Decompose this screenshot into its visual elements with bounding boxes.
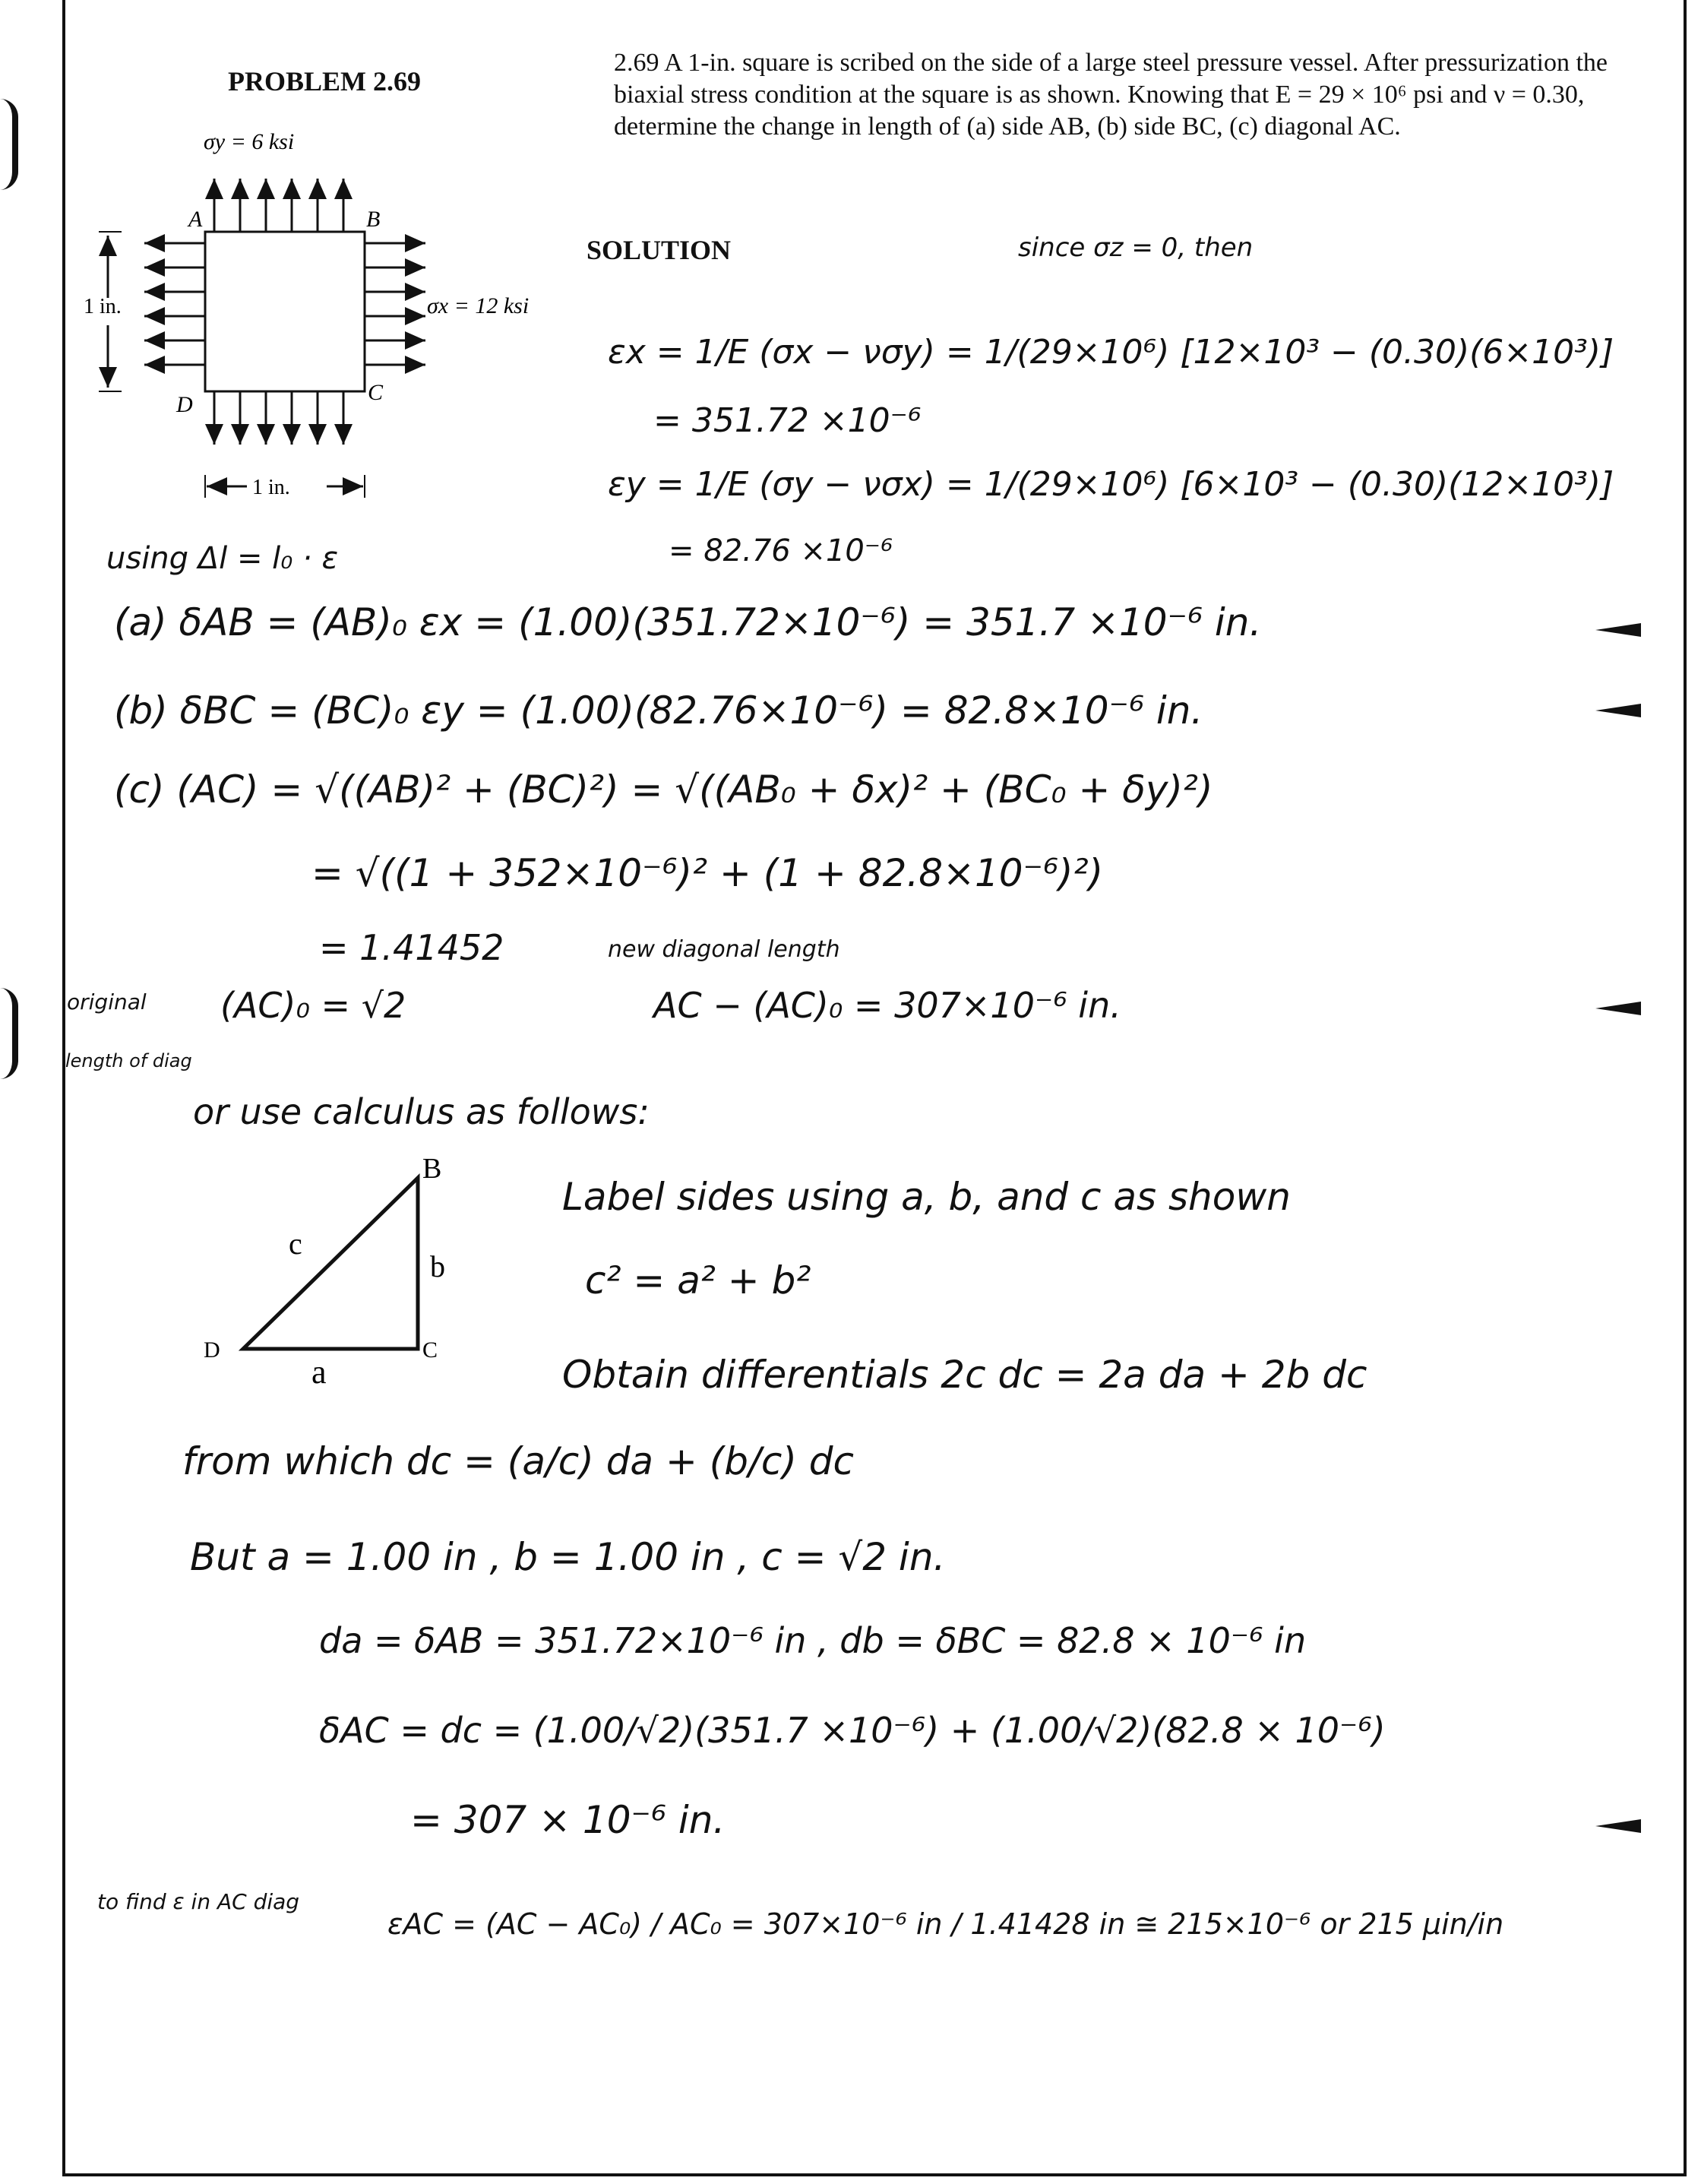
part-a-line: (a) δAB = (AB)₀ εx = (1.00)(351.72×10⁻⁶) = 351.7 ×10⁻⁶ in. [114, 600, 1262, 644]
problem-statement: 2.69 A 1-in. square is scribed on the side of a large steel pressure vessel. After pressurization the biaxial stress condition at the square is as shown. Knowing that E = 29 × 10⁶ psi and ν = 0.30, determine the change in length of (a) side AB, (b) side BC, (c) diagonal AC. [614, 49, 1608, 141]
strain-y-equation: εy = 1/E (σy − νσx) = 1/(29×10⁶) [6×10³ − (0.30)(12×10³)] [608, 465, 1614, 504]
values-line: But a = 1.00 in , b = 1.00 in , c = √2 in. [190, 1535, 946, 1579]
from-which-line: from which dc = (a/c) da + (b/c) dc [182, 1439, 854, 1483]
strain-x-result: = 351.72 ×10⁻⁶ [653, 401, 922, 440]
bottom-length-label: 1 in. [252, 476, 290, 499]
sigma-x-label: σx = 12 ksi [427, 293, 530, 318]
calculus-intro: or use calculus as follows: [193, 1091, 650, 1132]
part-b-line: (b) δBC = (BC)₀ εy = (1.00)(82.76×10⁻⁶) = 82.8×10⁻⁶ in. [114, 688, 1203, 733]
label-sides-text: Label sides using a, b, and c as shown [562, 1175, 1291, 1219]
binder-mark-top [0, 99, 18, 190]
da-db-line: da = δAB = 351.72×10⁻⁶ in , db = δBC = 82.8 × 10⁻⁶ in [319, 1620, 1307, 1661]
sigma-z-note: since σz = 0, then [1018, 233, 1254, 263]
part-c-line3: = 1.41452 [319, 927, 504, 968]
sigma-y-label: σy = 6 ksi [204, 129, 295, 154]
new-diagonal-note: new diagonal length [608, 936, 840, 963]
pythagoras-eq: c² = a² + b² [585, 1258, 811, 1302]
triangle-vertex-d: D [204, 1337, 220, 1363]
to-find-note: to find ε in AC diag [97, 1889, 300, 1914]
strain-ac-line: εAC = (AC − AC₀) / AC₀ = 307×10⁻⁶ in / 1.41428 in ≅ 215×10⁻⁶ or 215 μin/in [387, 1907, 1504, 1941]
triangle-figure [198, 1147, 471, 1391]
strain-y-result: = 82.76 ×10⁻⁶ [669, 533, 893, 568]
side-length-label: 1 in. [84, 295, 122, 318]
triangle-side-b: b [430, 1249, 445, 1283]
differentials-line: Obtain differentials 2c dc = 2a da + 2b dc [562, 1353, 1367, 1397]
answer-calc-marker [1595, 1819, 1641, 1833]
delta-ac-line: δAC = dc = (1.00/√2)(351.7 ×10⁻⁶) + (1.00/√2)(82.8 × 10⁻⁶) [319, 1710, 1386, 1751]
answer-c-marker [1595, 1002, 1641, 1015]
problem-label: PROBLEM 2.69 [228, 66, 422, 97]
original-diagonal: (AC)₀ = √2 [220, 985, 406, 1026]
binder-mark-bottom [0, 988, 18, 1079]
solution-heading: SOLUTION [586, 235, 732, 265]
answer-a-marker [1595, 623, 1641, 637]
corner-a-label: A [188, 207, 203, 232]
answer-b-marker [1595, 704, 1641, 717]
using-formula: using Δl = l₀ · ε [106, 541, 339, 576]
original-note-2: length of diag [65, 1050, 192, 1071]
part-c-line1: (c) (AC) = √((AB)² + (BC)²) = √((AB₀ + δx)² + (BC₀ + δy)²) [114, 768, 1213, 812]
part-c-line2: = √((1 + 352×10⁻⁶)² + (1 + 82.8×10⁻⁶)²) [311, 851, 1104, 895]
triangle-vertex-b: B [422, 1153, 442, 1185]
triangle-side-a: a [311, 1353, 327, 1391]
triangle-vertex-c: C [422, 1337, 438, 1363]
corner-b-label: B [366, 207, 381, 232]
stress-square-figure [76, 122, 562, 517]
strain-x-equation: εx = 1/E (σx − νσy) = 1/(29×10⁶) [12×10³ − (0.30)(6×10³)] [608, 333, 1614, 372]
original-note: original [67, 989, 147, 1014]
triangle-side-c: c [289, 1227, 302, 1261]
diagonal-change: AC − (AC)₀ = 307×10⁻⁶ in. [653, 985, 1121, 1026]
delta-ac-result: = 307 × 10⁻⁶ in. [410, 1798, 726, 1842]
corner-c-label: C [368, 380, 384, 405]
corner-d-label: D [176, 392, 193, 417]
